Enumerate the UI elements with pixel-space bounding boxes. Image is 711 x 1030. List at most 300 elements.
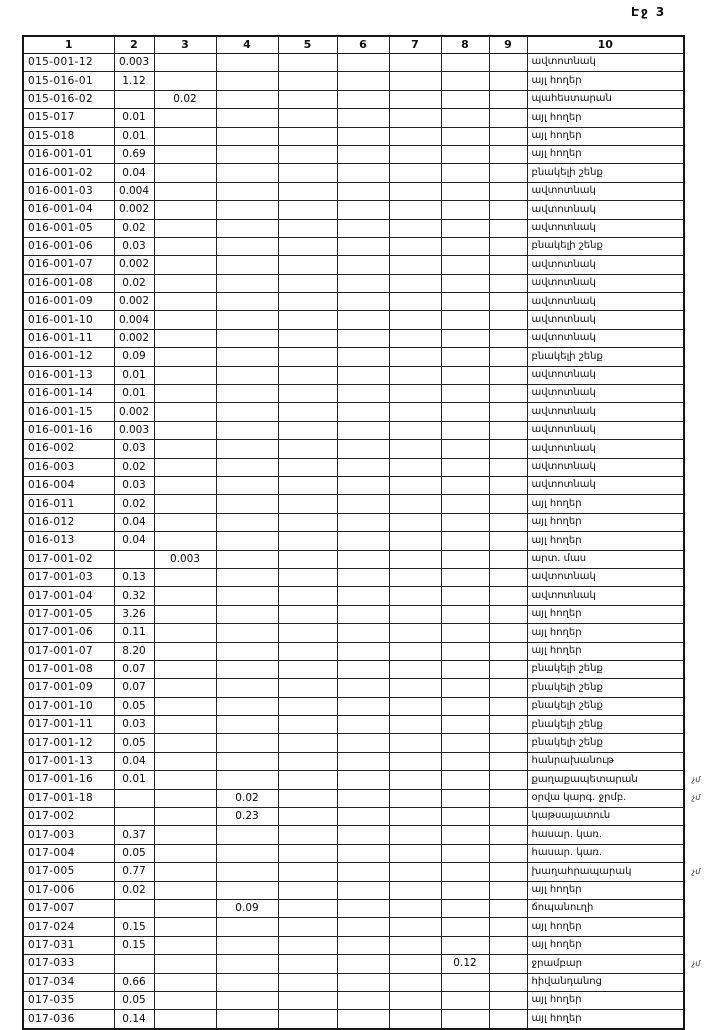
area-value-cell — [278, 991, 337, 1009]
area-value-cell: 0.01 — [114, 385, 154, 403]
area-value-cell — [337, 237, 389, 255]
area-value-cell — [441, 513, 489, 531]
area-value-cell — [337, 458, 389, 476]
area-value-cell — [489, 164, 527, 182]
land-use-cell: ավտոտնակ — [527, 385, 684, 403]
margin-spacer — [684, 164, 710, 182]
area-value-cell — [154, 366, 216, 384]
area-value-cell — [441, 660, 489, 678]
table-row — [23, 918, 710, 936]
area-value-cell — [337, 256, 389, 274]
land-use-cell: այլ հողեր — [527, 991, 684, 1009]
land-use-cell: ջրամբար — [527, 955, 684, 973]
land-use-cell: բնակելի շենք — [527, 348, 684, 366]
land-use-cell: այլ հողեր — [527, 642, 684, 660]
margin-spacer — [684, 881, 710, 899]
parcel-code-cell: 017-001-12 — [23, 734, 114, 752]
area-value-cell — [154, 54, 216, 72]
area-value-cell — [278, 918, 337, 936]
area-value-cell — [489, 403, 527, 421]
area-value-cell — [441, 936, 489, 954]
area-value-cell — [216, 679, 278, 697]
margin-spacer — [684, 90, 710, 108]
area-value-cell — [216, 697, 278, 715]
area-value-cell — [278, 329, 337, 347]
table-header-row — [23, 36, 710, 54]
area-value-cell: 0.05 — [114, 734, 154, 752]
land-use-cell: պահեստարան — [527, 90, 684, 108]
area-value-cell — [489, 274, 527, 292]
area-value-cell — [154, 532, 216, 550]
area-value-cell — [278, 697, 337, 715]
area-value-cell — [278, 293, 337, 311]
table-row — [23, 863, 710, 881]
area-value-cell — [278, 734, 337, 752]
area-value-cell — [154, 789, 216, 807]
area-value-cell — [489, 237, 527, 255]
area-value-cell: 0.15 — [114, 936, 154, 954]
margin-spacer — [684, 679, 710, 697]
margin-spacer — [684, 973, 710, 991]
area-value-cell — [441, 642, 489, 660]
table-row — [23, 716, 710, 734]
parcel-code-cell: 017-001-02 — [23, 550, 114, 568]
parcel-code-cell: 017-001-08 — [23, 660, 114, 678]
area-value-cell — [154, 145, 216, 163]
area-value-cell — [216, 734, 278, 752]
area-value-cell — [278, 458, 337, 476]
margin-spacer — [684, 366, 710, 384]
area-value-cell — [389, 403, 441, 421]
area-value-cell — [337, 293, 389, 311]
area-value-cell — [278, 513, 337, 531]
area-value-cell — [489, 918, 527, 936]
area-value-cell — [216, 568, 278, 586]
area-value-cell — [278, 201, 337, 219]
parcel-code-cell: 016-001-16 — [23, 421, 114, 439]
area-value-cell — [154, 605, 216, 623]
parcel-code-cell: 016-011 — [23, 495, 114, 513]
parcel-code-cell: 017-001-03 — [23, 568, 114, 586]
margin-spacer — [684, 752, 710, 770]
table-row — [23, 605, 710, 623]
area-value-cell: 0.12 — [441, 955, 489, 973]
parcel-code-cell: 015-017 — [23, 109, 114, 127]
area-value-cell — [441, 568, 489, 586]
area-value-cell — [216, 219, 278, 237]
area-value-cell — [489, 54, 527, 72]
parcel-code-cell: 016-001-14 — [23, 385, 114, 403]
area-value-cell — [337, 127, 389, 145]
table-row — [23, 348, 710, 366]
area-value-cell — [278, 219, 337, 237]
table-row — [23, 440, 710, 458]
land-use-cell: ավտոտնակ — [527, 219, 684, 237]
area-value-cell — [278, 54, 337, 72]
margin-spacer — [684, 899, 710, 917]
parcel-code-cell: 016-001-01 — [23, 145, 114, 163]
table-row — [23, 274, 710, 292]
area-value-cell — [278, 127, 337, 145]
land-use-cell: այլ հողեր — [527, 605, 684, 623]
area-value-cell — [154, 844, 216, 862]
area-value-cell — [216, 844, 278, 862]
area-value-cell — [489, 605, 527, 623]
area-value-cell — [441, 697, 489, 715]
area-value-cell — [216, 329, 278, 347]
area-value-cell — [337, 440, 389, 458]
table-row — [23, 237, 710, 255]
table-row — [23, 844, 710, 862]
area-value-cell — [154, 274, 216, 292]
area-value-cell — [216, 991, 278, 1009]
area-value-cell: 0.03 — [114, 476, 154, 494]
area-value-cell — [389, 752, 441, 770]
area-value-cell — [489, 587, 527, 605]
land-use-cell: ավտոտնակ — [527, 54, 684, 72]
area-value-cell — [337, 1010, 389, 1029]
area-value-cell — [489, 844, 527, 862]
area-value-cell: 0.02 — [114, 274, 154, 292]
table-row — [23, 311, 710, 329]
area-value-cell — [337, 716, 389, 734]
land-use-cell: խաղահրապարակ — [527, 863, 684, 881]
area-value-cell — [154, 642, 216, 660]
area-value-cell — [489, 550, 527, 568]
area-value-cell — [154, 385, 216, 403]
area-value-cell — [278, 274, 337, 292]
area-value-cell — [489, 899, 527, 917]
table-row — [23, 973, 710, 991]
area-value-cell — [489, 660, 527, 678]
parcel-code-cell: 016-001-10 — [23, 311, 114, 329]
area-value-cell — [216, 918, 278, 936]
margin-spacer — [684, 182, 710, 200]
area-value-cell — [278, 237, 337, 255]
parcel-code-cell: 016-001-12 — [23, 348, 114, 366]
area-value-cell — [216, 164, 278, 182]
area-value-cell — [154, 72, 216, 90]
table-row — [23, 734, 710, 752]
area-value-cell — [278, 145, 337, 163]
table-row — [23, 421, 710, 439]
table-row — [23, 1010, 710, 1029]
area-value-cell — [389, 237, 441, 255]
area-value-cell — [441, 532, 489, 550]
area-value-cell — [337, 182, 389, 200]
area-value-cell — [337, 642, 389, 660]
margin-note: չմ — [692, 958, 701, 968]
land-use-cell: ավտոտնակ — [527, 256, 684, 274]
land-use-cell: հասար. կառ. — [527, 844, 684, 862]
margin-spacer — [684, 219, 710, 237]
area-value-cell: 0.02 — [114, 219, 154, 237]
area-value-cell — [278, 624, 337, 642]
area-value-cell — [216, 145, 278, 163]
margin-spacer — [684, 936, 710, 954]
parcel-code-cell: 017-033 — [23, 955, 114, 973]
area-value-cell — [154, 1010, 216, 1029]
area-value-cell — [389, 366, 441, 384]
area-value-cell — [337, 679, 389, 697]
page-number-label: Էջ 3 — [631, 5, 667, 19]
area-value-cell — [389, 476, 441, 494]
land-use-cell: քաղաքապետարան — [527, 771, 684, 789]
area-value-cell — [337, 385, 389, 403]
area-value-cell — [337, 826, 389, 844]
area-value-cell — [389, 881, 441, 899]
margin-spacer — [684, 826, 710, 844]
table-row — [23, 329, 710, 347]
area-value-cell — [337, 476, 389, 494]
margin-spacer — [684, 476, 710, 494]
land-use-cell: հիվանդանոց — [527, 973, 684, 991]
area-value-cell — [441, 918, 489, 936]
parcel-code-cell: 017-001-04 — [23, 587, 114, 605]
area-value-cell — [278, 532, 337, 550]
area-value-cell — [278, 679, 337, 697]
parcel-code-cell: 017-001-06 — [23, 624, 114, 642]
area-value-cell — [216, 642, 278, 660]
table-row — [23, 182, 710, 200]
land-use-cell: այլ հողեր — [527, 513, 684, 531]
area-value-cell — [389, 991, 441, 1009]
parcel-code-cell: 016-001-07 — [23, 256, 114, 274]
table-row — [23, 550, 710, 568]
land-use-cell: այլ հողեր — [527, 936, 684, 954]
area-value-cell: 0.004 — [114, 182, 154, 200]
area-value-cell — [441, 256, 489, 274]
table-row — [23, 366, 710, 384]
area-value-cell — [389, 329, 441, 347]
margin-spacer — [684, 54, 710, 72]
area-value-cell — [389, 550, 441, 568]
area-value-cell: 0.32 — [114, 587, 154, 605]
area-value-cell — [278, 771, 337, 789]
area-value-cell — [278, 642, 337, 660]
area-value-cell — [489, 808, 527, 826]
area-value-cell — [278, 660, 337, 678]
margin-spacer — [684, 385, 710, 403]
land-use-cell: ավտոտնակ — [527, 568, 684, 586]
area-value-cell: 0.66 — [114, 973, 154, 991]
area-value-cell — [278, 440, 337, 458]
table-row — [23, 476, 710, 494]
parcel-code-cell: 015-018 — [23, 127, 114, 145]
area-value-cell — [337, 366, 389, 384]
area-value-cell — [389, 421, 441, 439]
area-value-cell — [216, 366, 278, 384]
column-header: 2 — [114, 36, 154, 54]
area-value-cell: 0.03 — [114, 716, 154, 734]
margin-spacer — [684, 624, 710, 642]
land-use-cell: այլ հողեր — [527, 532, 684, 550]
land-use-cell: այլ հողեր — [527, 1010, 684, 1029]
margin-spacer — [684, 918, 710, 936]
area-value-cell — [389, 532, 441, 550]
area-value-cell — [337, 881, 389, 899]
parcel-code-cell: 016-012 — [23, 513, 114, 531]
area-value-cell — [216, 752, 278, 770]
area-value-cell — [154, 826, 216, 844]
area-value-cell — [278, 366, 337, 384]
area-value-cell: 0.11 — [114, 624, 154, 642]
area-value-cell — [489, 936, 527, 954]
table-row — [23, 403, 710, 421]
table-row — [23, 624, 710, 642]
area-value-cell — [441, 771, 489, 789]
column-header: 3 — [154, 36, 216, 54]
area-value-cell — [489, 991, 527, 1009]
table-row — [23, 385, 710, 403]
table-row — [23, 495, 710, 513]
parcel-code-cell: 016-004 — [23, 476, 114, 494]
area-value-cell — [337, 789, 389, 807]
area-value-cell — [278, 164, 337, 182]
margin-spacer — [684, 311, 710, 329]
parcel-code-cell: 017-001-05 — [23, 605, 114, 623]
area-value-cell: 0.01 — [114, 109, 154, 127]
area-value-cell — [216, 587, 278, 605]
area-value-cell — [389, 918, 441, 936]
table-row — [23, 936, 710, 954]
area-value-cell — [337, 164, 389, 182]
parcel-code-cell: 016-001-02 — [23, 164, 114, 182]
area-value-cell: 0.002 — [114, 293, 154, 311]
area-value-cell — [216, 421, 278, 439]
area-value-cell: 0.13 — [114, 568, 154, 586]
area-value-cell — [389, 642, 441, 660]
column-header: 8 — [441, 36, 489, 54]
area-value-cell — [337, 568, 389, 586]
area-value-cell — [216, 605, 278, 623]
area-value-cell — [441, 109, 489, 127]
parcel-code-cell: 017-007 — [23, 899, 114, 917]
area-value-cell — [154, 476, 216, 494]
margin-spacer — [684, 1010, 710, 1029]
parcel-code-cell: 017-036 — [23, 1010, 114, 1029]
parcel-code-cell: 017-005 — [23, 863, 114, 881]
area-value-cell — [441, 219, 489, 237]
area-value-cell — [337, 899, 389, 917]
area-value-cell — [337, 495, 389, 513]
land-use-cell: ավտոտնակ — [527, 366, 684, 384]
land-use-cell: ավտոտնակ — [527, 293, 684, 311]
area-value-cell: 1.12 — [114, 72, 154, 90]
area-value-cell — [216, 495, 278, 513]
area-value-cell: 0.02 — [114, 495, 154, 513]
area-value-cell — [114, 789, 154, 807]
parcel-code-cell: 016-003 — [23, 458, 114, 476]
land-use-cell: այլ հողեր — [527, 127, 684, 145]
land-use-cell: ավտոտնակ — [527, 329, 684, 347]
area-value-cell — [337, 403, 389, 421]
land-use-cell: արտ. մաս — [527, 550, 684, 568]
area-value-cell — [441, 458, 489, 476]
area-value-cell — [441, 293, 489, 311]
area-value-cell — [216, 826, 278, 844]
margin-spacer — [684, 660, 710, 678]
area-value-cell — [216, 936, 278, 954]
area-value-cell — [441, 716, 489, 734]
area-value-cell: 0.02 — [216, 789, 278, 807]
land-use-cell: ճոպանուղի — [527, 899, 684, 917]
area-value-cell — [216, 532, 278, 550]
area-value-cell — [337, 918, 389, 936]
area-value-cell: 0.01 — [114, 127, 154, 145]
area-value-cell — [389, 863, 441, 881]
area-value-cell — [278, 605, 337, 623]
area-value-cell — [154, 513, 216, 531]
table-row — [23, 458, 710, 476]
area-value-cell — [389, 127, 441, 145]
area-value-cell — [337, 752, 389, 770]
margin-spacer — [684, 697, 710, 715]
area-value-cell — [278, 587, 337, 605]
parcel-code-cell: 015-016-01 — [23, 72, 114, 90]
area-value-cell — [489, 568, 527, 586]
parcel-code-cell: 016-001-04 — [23, 201, 114, 219]
table-row — [23, 293, 710, 311]
area-value-cell — [337, 145, 389, 163]
area-value-cell — [216, 1010, 278, 1029]
area-value-cell: 0.05 — [114, 991, 154, 1009]
area-value-cell — [441, 752, 489, 770]
area-value-cell — [278, 311, 337, 329]
parcel-code-cell: 017-001-10 — [23, 697, 114, 715]
area-value-cell — [337, 90, 389, 108]
land-use-cell: հասար. կառ. — [527, 826, 684, 844]
area-value-cell — [389, 440, 441, 458]
area-value-cell — [389, 219, 441, 237]
area-value-cell — [441, 808, 489, 826]
area-value-cell — [441, 476, 489, 494]
margin-spacer — [684, 256, 710, 274]
area-value-cell — [441, 899, 489, 917]
area-value-cell — [337, 421, 389, 439]
area-value-cell — [278, 568, 337, 586]
area-value-cell — [389, 716, 441, 734]
area-value-cell — [489, 219, 527, 237]
margin-spacer — [684, 495, 710, 513]
area-value-cell — [489, 421, 527, 439]
area-value-cell — [278, 90, 337, 108]
area-value-cell — [441, 973, 489, 991]
area-value-cell — [216, 624, 278, 642]
area-value-cell — [441, 550, 489, 568]
area-value-cell: 0.37 — [114, 826, 154, 844]
area-value-cell — [441, 421, 489, 439]
margin-spacer — [684, 348, 710, 366]
area-value-cell — [278, 421, 337, 439]
area-value-cell — [154, 899, 216, 917]
area-value-cell — [441, 311, 489, 329]
table-row — [23, 109, 710, 127]
area-value-cell — [216, 716, 278, 734]
parcel-code-cell: 017-001-18 — [23, 789, 114, 807]
table-row — [23, 532, 710, 550]
land-use-cell: ավտոտնակ — [527, 182, 684, 200]
area-value-cell — [337, 697, 389, 715]
area-value-cell: 0.05 — [114, 844, 154, 862]
area-value-cell — [389, 164, 441, 182]
area-value-cell — [441, 403, 489, 421]
land-use-cell: այլ հողեր — [527, 495, 684, 513]
land-use-cell: բնակելի շենք — [527, 697, 684, 715]
area-value-cell — [216, 237, 278, 255]
area-value-cell: 0.003 — [114, 421, 154, 439]
area-value-cell — [389, 54, 441, 72]
